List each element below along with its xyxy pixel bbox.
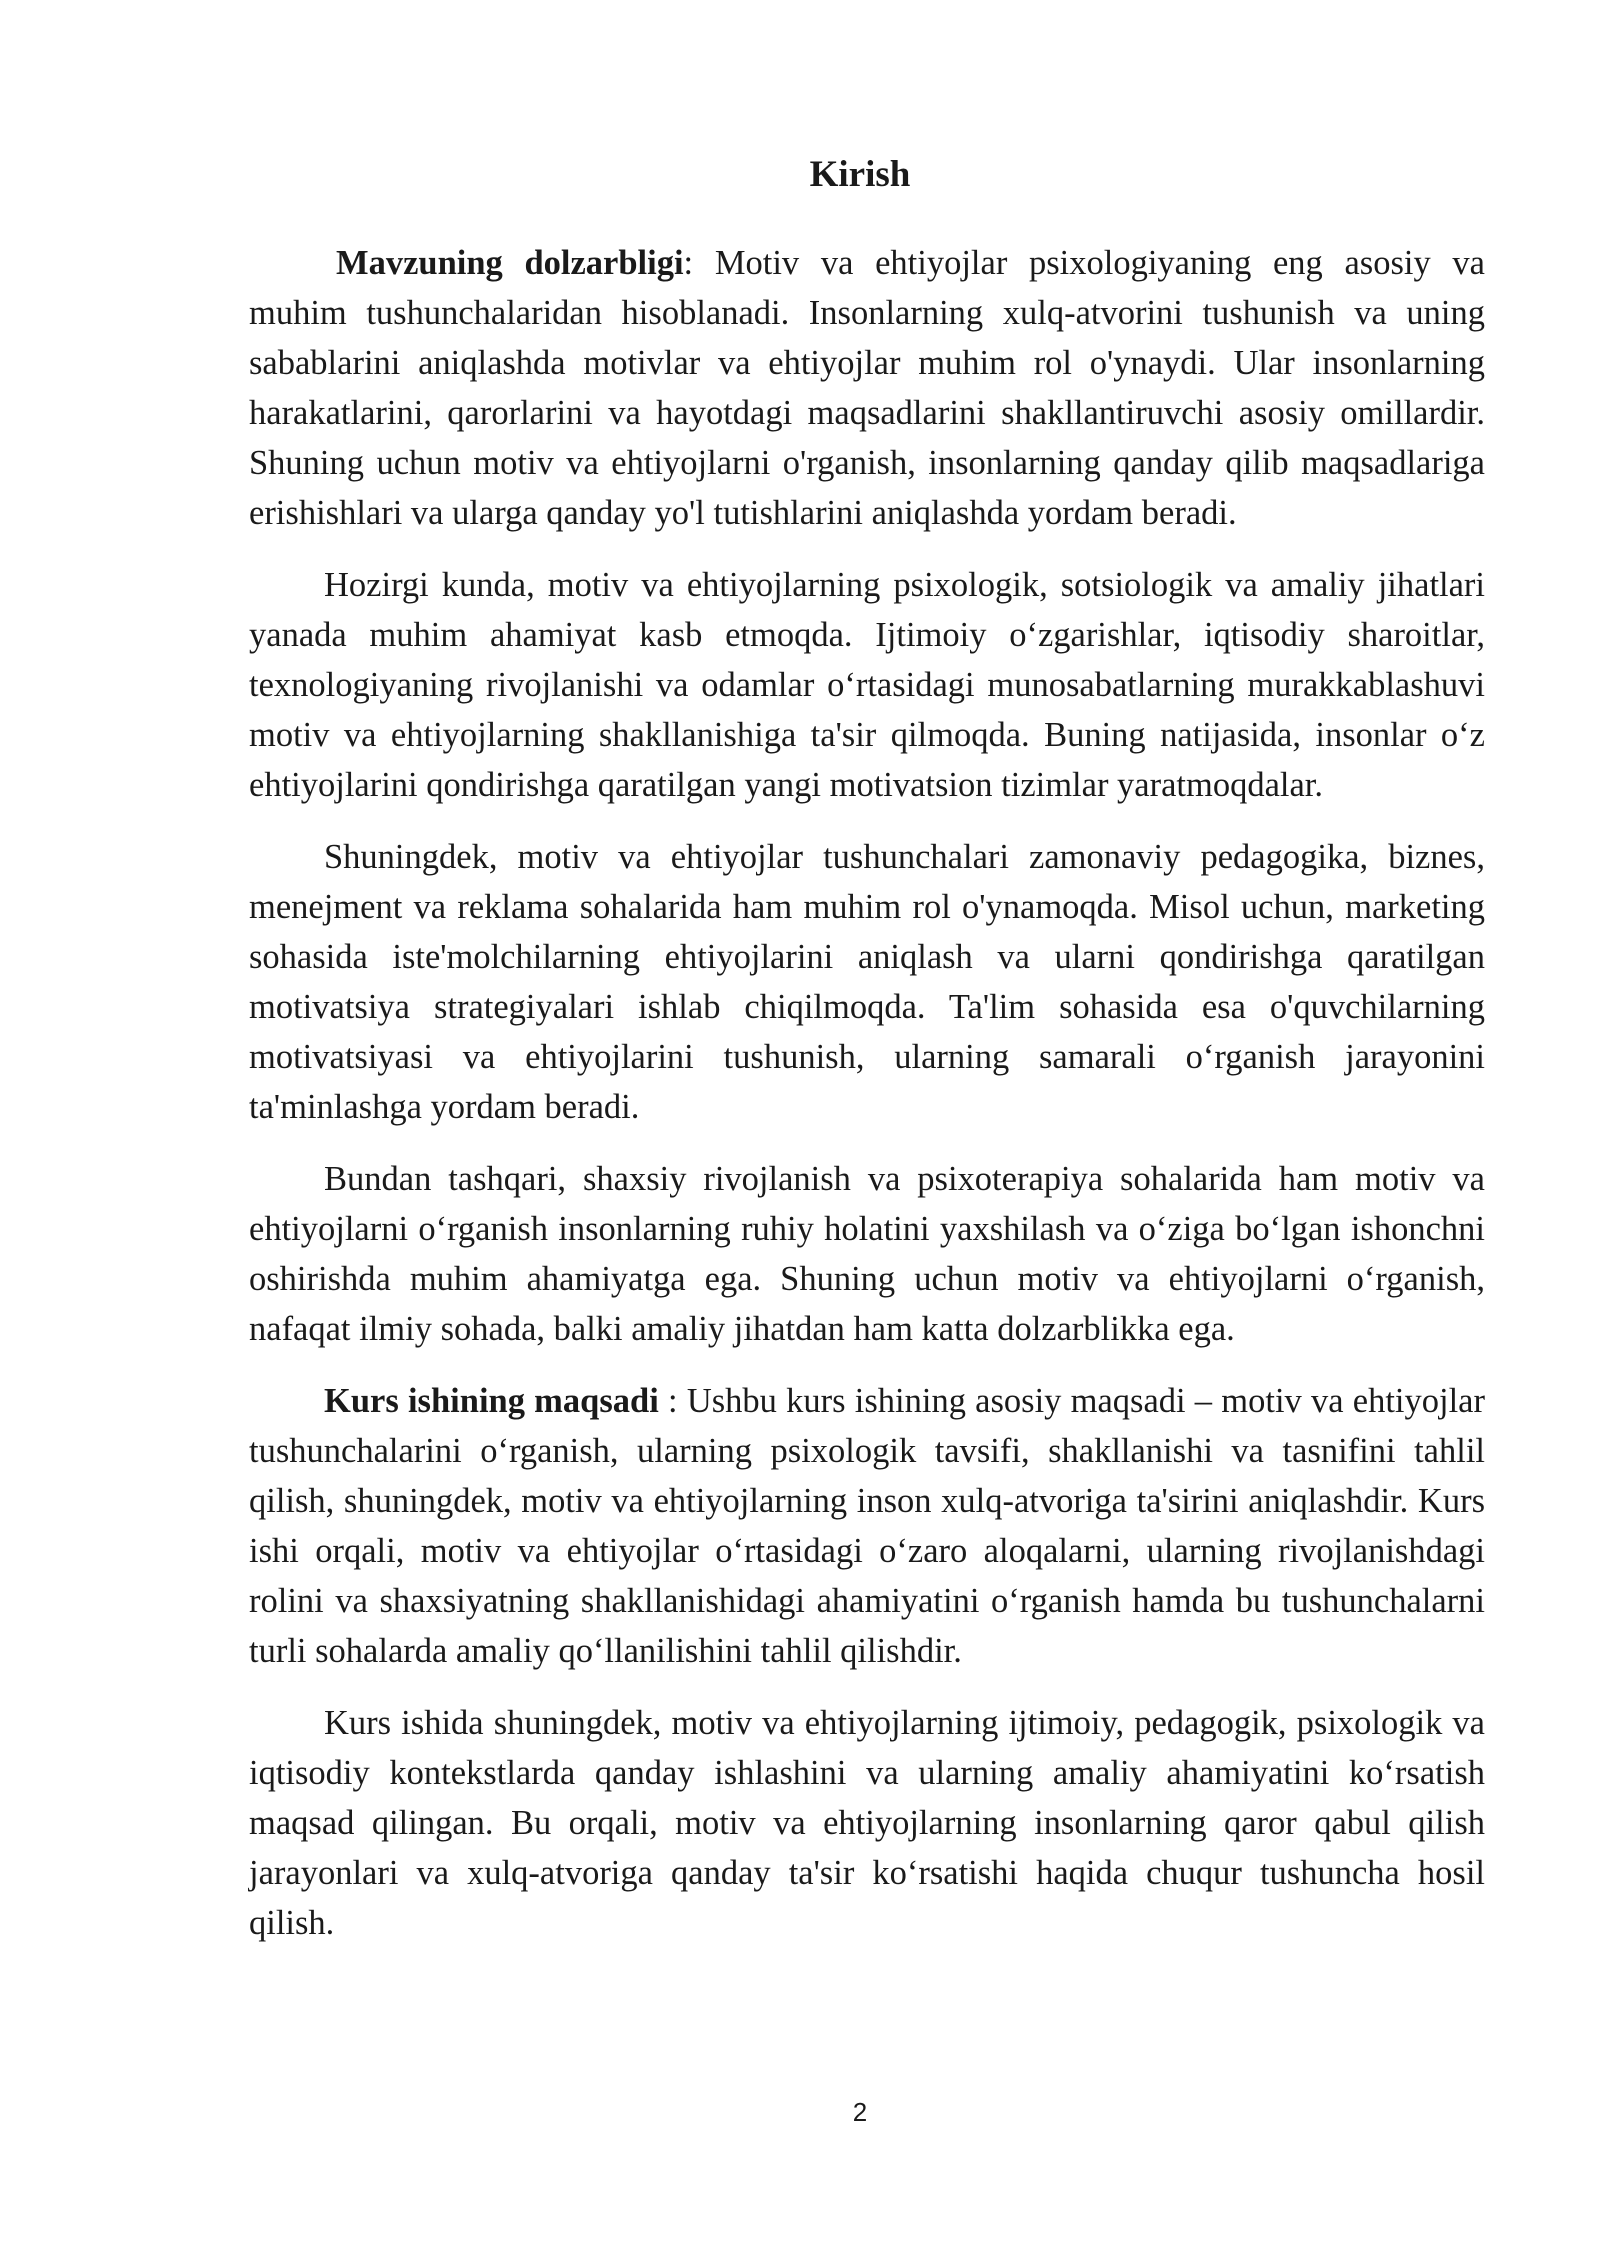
paragraph-text: Bundan tashqari, shaxsiy rivojlanish va psixoterapiya sohalarida ham motiv va ehtiyojlarni o‘rganish insonlarning ruhiy holatini yaxshilash va o‘ziga bo‘lgan ishonchni oshirishda muhim ahamiyatga ega. Shuning uchun motiv va ehtiyojlarni o‘rganish, nafaqat ilmiy sohada, balki amaliy jihatdan ham katta dolzarblikka ega. <box>249 1160 1485 1348</box>
paragraph-separator: : <box>658 1382 687 1420</box>
paragraph-text: Shuningdek, motiv va ehtiyojlar tushunchalari zamonaviy pedagogika, biznes, menejment va reklama sohalarida ham muhim rol o'ynamoqda. Misol uchun, marketing sohasida iste'molchilarning ehtiyojlarini aniqlash va ularni qondirishga qaratilgan motivatsiya strategiyalari ishlab chiqilmoqda. Ta'lim sohasida esa o'quvchilarning motivatsiyasi va ehtiyojlarini tushunish, ularning samarali o‘rganish jarayonini ta'minlashga yordam beradi. <box>249 838 1485 1126</box>
paragraph-relevance <box>249 238 1485 538</box>
paragraph <box>249 560 1485 810</box>
page-title: Kirish <box>809 154 911 195</box>
paragraph-lead-goal: Kurs ishining maqsadi <box>324 1382 659 1420</box>
paragraph-text: Motiv va ehtiyojlar psixologiyaning eng asosiy va muhim tushunchalaridan hisoblanadi. Insonlarning xulq-atvorini tushunish va uning sabablarini aniqlashda motivlar va ehtiyojlar muhim rol o'ynaydi. Ular insonlarning harakatlarini, qarorlarini va hayotdagi maqsadlarini shakllantiruvchi asosiy omillardir. Shuning uchun motiv va ehtiyojlarni o'rganish, insonlarning qanday qilib maqsadlariga erishishlari va ularga qanday yo'l tutishlarini aniqlashda yordam beradi. <box>249 244 1485 532</box>
paragraph-text: Ushbu kurs ishining asosiy maqsadi – motiv va ehtiyojlar tushunchalarini o‘rganish, ularning psixologik tavsifi, shakllanishi va tasnifini tahlil qilish, shuningdek, motiv va ehtiyojlarning inson xulq-atvoriga ta'sirini aniqlashdir. Kurs ishi orqali, motiv va ehtiyojlar o‘rtasidagi o‘zaro aloqalarni, ularning rivojlanishdagi rolini va shaxsiyatning shakllanishidagi ahamiyatini o‘rganish hamda bu tushunchalarni turli sohalarda amaliy qo‘llanilishini tahlil qilishdir. <box>249 1382 1485 1670</box>
page-number: 2 <box>852 2097 868 2127</box>
document-body <box>249 238 1485 1970</box>
paragraph <box>249 832 1485 1132</box>
paragraph <box>249 1698 1485 1948</box>
paragraph-separator: : <box>683 244 715 282</box>
paragraph-lead-relevance: Mavzuning dolzarbligi <box>336 244 684 282</box>
paragraph-text: Kurs ishida shuningdek, motiv va ehtiyojlarning ijtimoiy, pedagogik, psixologik va iqtisodiy kontekstlarda qanday ishlashini va ularning amaliy ahamiyatini ko‘rsatish maqsad qilingan. Bu orqali, motiv va ehtiyojlarning insonlarning qaror qabul qilish jarayonlari va xulq-atvoriga qanday ta'sir ko‘rsatishi haqida chuqur tushuncha hosil qilish. <box>249 1704 1485 1942</box>
paragraph-goal <box>249 1376 1485 1676</box>
paragraph-text: Hozirgi kunda, motiv va ehtiyojlarning psixologik, sotsiologik va amaliy jihatlari yanada muhim ahamiyat kasb etmoqda. Ijtimoiy o‘zgarishlar, iqtisodiy sharoitlar, texnologiyaning rivojlanishi va odamlar o‘rtasidagi munosabatlarning murakkablashuvi motiv va ehtiyojlarning shakllanishiga ta'sir qilmoqda. Buning natijasida, insonlar o‘z ehtiyojlarini qondirishga qaratilgan yangi motivatsion tizimlar yaratmoqdalar. <box>249 566 1485 804</box>
paragraph <box>249 1154 1485 1354</box>
